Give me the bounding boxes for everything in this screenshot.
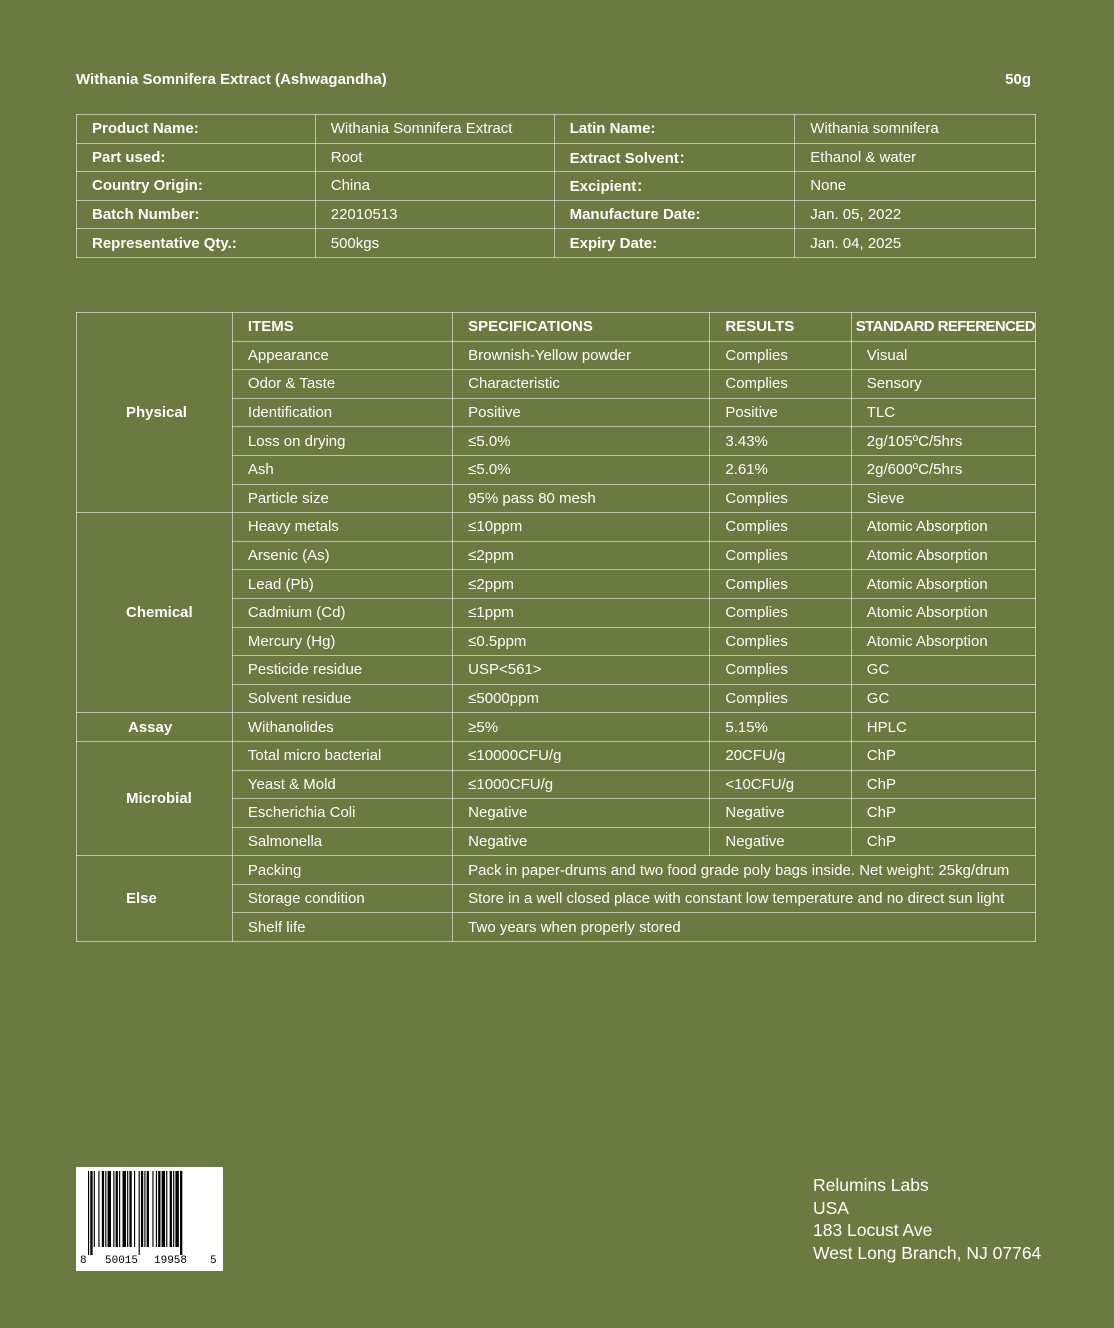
address-street: 183 Locust Ave bbox=[813, 1220, 933, 1240]
result-cell: Complies bbox=[710, 598, 851, 627]
barcode-bar bbox=[147, 1171, 149, 1247]
description-cell: Store in a well closed place with constant low temperature and no direct sun light bbox=[453, 884, 1036, 913]
header-items: ITEMS bbox=[232, 313, 452, 342]
barcode-bar bbox=[158, 1171, 160, 1247]
standard-cell: Atomic Absorption bbox=[851, 598, 1035, 627]
info-value: None bbox=[795, 172, 1036, 201]
spec-cell: ≤2ppm bbox=[453, 570, 710, 599]
item-cell: Lead (Pb) bbox=[232, 570, 452, 599]
barcode bbox=[76, 1167, 223, 1271]
info-value: Jan. 04, 2025 bbox=[795, 229, 1036, 258]
barcode-bar bbox=[170, 1171, 172, 1247]
barcode-bar bbox=[108, 1171, 111, 1247]
standard-cell: Atomic Absorption bbox=[851, 513, 1035, 542]
header-standard: STANDARD REFERENCED bbox=[851, 313, 1035, 342]
result-cell: Positive bbox=[710, 398, 851, 427]
spec-cell: ≤10000CFU/g bbox=[453, 741, 710, 770]
barcode-bar bbox=[180, 1171, 182, 1255]
info-value: 22010513 bbox=[315, 200, 554, 229]
barcode-bar bbox=[156, 1171, 157, 1247]
standard-cell: GC bbox=[851, 684, 1035, 713]
spec-cell: ≤5000ppm bbox=[453, 684, 710, 713]
result-cell: Complies bbox=[710, 656, 851, 685]
item-cell: Storage condition bbox=[232, 884, 452, 913]
info-label: Country Origin: bbox=[77, 172, 316, 201]
info-label: Expiry Date: bbox=[554, 229, 795, 258]
group-chemical: Chemical bbox=[77, 513, 233, 713]
description-cell: Pack in paper-drums and two food grade poly bags inside. Net weight: 25kg/drum bbox=[453, 856, 1036, 885]
result-cell: Complies bbox=[710, 341, 851, 370]
info-label: Latin Name: bbox=[554, 115, 795, 144]
item-cell: Salmonella bbox=[232, 827, 452, 856]
barcode-graphic bbox=[76, 1167, 223, 1271]
table-row bbox=[77, 856, 1036, 885]
spec-cell: Positive bbox=[453, 398, 710, 427]
item-cell: Appearance bbox=[232, 341, 452, 370]
barcode-bar bbox=[144, 1171, 145, 1247]
item-cell: Solvent residue bbox=[232, 684, 452, 713]
spec-cell: ≤1ppm bbox=[453, 598, 710, 627]
spec-cell: Negative bbox=[453, 799, 710, 828]
info-label: Extract Solvent： bbox=[554, 143, 795, 172]
item-cell: Ash bbox=[232, 455, 452, 484]
product-info-table bbox=[76, 114, 1036, 258]
spec-cell: ≤0.5ppm bbox=[453, 627, 710, 656]
result-cell: Complies bbox=[710, 484, 851, 513]
standard-cell: ChP bbox=[851, 770, 1035, 799]
standard-cell: GC bbox=[851, 656, 1035, 685]
barcode-bar bbox=[123, 1171, 126, 1247]
barcode-bar bbox=[113, 1171, 114, 1247]
barcode-digit: 50015 bbox=[105, 1255, 139, 1267]
group-physical: Physical bbox=[77, 313, 233, 513]
item-cell: Identification bbox=[232, 398, 452, 427]
result-cell: 3.43% bbox=[710, 427, 851, 456]
spec-cell: 95% pass 80 mesh bbox=[453, 484, 710, 513]
barcode-digit: 19958 bbox=[154, 1255, 188, 1267]
item-cell: Mercury (Hg) bbox=[232, 627, 452, 656]
standard-cell: Atomic Absorption bbox=[851, 541, 1035, 570]
barcode-bar bbox=[141, 1171, 143, 1247]
spec-cell: Brownish-Yellow powder bbox=[453, 341, 710, 370]
barcode-bar bbox=[98, 1171, 99, 1247]
spec-cell: ≤10ppm bbox=[453, 513, 710, 542]
standard-cell: Visual bbox=[851, 341, 1035, 370]
info-value: Withania somnifera bbox=[795, 115, 1036, 144]
address-city: West Long Branch, NJ 07764 bbox=[813, 1242, 1042, 1263]
info-row bbox=[77, 172, 1036, 201]
info-label: Manufacture Date: bbox=[554, 200, 795, 229]
item-cell: Cadmium (Cd) bbox=[232, 598, 452, 627]
barcode-bar bbox=[129, 1171, 131, 1247]
spec-cell: USP<561> bbox=[453, 656, 710, 685]
result-cell: Negative bbox=[710, 799, 851, 828]
result-cell: Complies bbox=[710, 684, 851, 713]
spec-cell: Negative bbox=[453, 827, 710, 856]
item-cell: Particle size bbox=[232, 484, 452, 513]
spec-cell: ≤1000CFU/g bbox=[453, 770, 710, 799]
spec-cell: Characteristic bbox=[453, 370, 710, 399]
barcode-bar bbox=[127, 1171, 128, 1247]
spec-cell: ≤2ppm bbox=[453, 541, 710, 570]
barcode-bar bbox=[152, 1171, 153, 1247]
barcode-bar bbox=[175, 1171, 178, 1247]
item-cell: Pesticide residue bbox=[232, 656, 452, 685]
standard-cell: ChP bbox=[851, 799, 1035, 828]
standard-cell: Atomic Absorption bbox=[851, 570, 1035, 599]
standard-cell: Sieve bbox=[851, 484, 1035, 513]
item-cell: Arsenic (As) bbox=[232, 541, 452, 570]
barcode-bar bbox=[173, 1171, 174, 1247]
product-title: Withania Somnifera Extract (Ashwagandha) bbox=[76, 71, 387, 88]
info-value: 500kgs bbox=[315, 229, 554, 258]
barcode-bar bbox=[105, 1171, 106, 1247]
item-cell: Escherichia Coli bbox=[232, 799, 452, 828]
item-cell: Yeast & Mold bbox=[232, 770, 452, 799]
barcode-digit: 5 bbox=[210, 1255, 217, 1267]
standard-cell: ChP bbox=[851, 827, 1035, 856]
result-cell: 5.15% bbox=[710, 713, 851, 742]
header-specifications: SPECIFICATIONS bbox=[453, 313, 710, 342]
header-results: RESULTS bbox=[710, 313, 851, 342]
barcode-bar bbox=[162, 1171, 165, 1247]
item-cell: Withanolides bbox=[232, 713, 452, 742]
address-country: USA bbox=[813, 1197, 849, 1218]
standard-cell: 2g/105ºC/5hrs bbox=[851, 427, 1035, 456]
info-value: Jan. 05, 2022 bbox=[795, 200, 1036, 229]
specifications-table bbox=[76, 312, 1036, 942]
item-cell: Loss on drying bbox=[232, 427, 452, 456]
barcode-bar bbox=[88, 1171, 89, 1255]
item-cell: Shelf life bbox=[232, 913, 452, 942]
result-cell: Negative bbox=[710, 827, 851, 856]
barcode-bar bbox=[139, 1171, 140, 1255]
info-row bbox=[77, 143, 1036, 172]
table-row bbox=[77, 713, 1036, 742]
item-cell: Odor & Taste bbox=[232, 370, 452, 399]
group-assay: Assay bbox=[77, 713, 233, 742]
barcode-digit: 8 bbox=[80, 1255, 87, 1267]
info-label: Representative Qty.: bbox=[77, 229, 316, 258]
description-cell: Two years when properly stored bbox=[453, 913, 1036, 942]
spec-cell: ≤5.0% bbox=[453, 455, 710, 484]
spec-cell: ≤5.0% bbox=[453, 427, 710, 456]
info-row bbox=[77, 115, 1036, 144]
group-microbial: Microbial bbox=[77, 741, 233, 855]
info-row bbox=[77, 200, 1036, 229]
barcode-bar bbox=[119, 1171, 120, 1247]
item-cell: Heavy metals bbox=[232, 513, 452, 542]
result-cell: Complies bbox=[710, 513, 851, 542]
table-row bbox=[77, 513, 1036, 542]
result-cell: <10CFU/g bbox=[710, 770, 851, 799]
barcode-bar bbox=[116, 1171, 118, 1247]
info-value: Withania Somnifera Extract bbox=[315, 115, 554, 144]
result-cell: Complies bbox=[710, 627, 851, 656]
result-cell: Complies bbox=[710, 370, 851, 399]
standard-cell: Sensory bbox=[851, 370, 1035, 399]
manufacturer-address bbox=[813, 1174, 1041, 1264]
standard-cell: HPLC bbox=[851, 713, 1035, 742]
standard-cell: ChP bbox=[851, 741, 1035, 770]
table-row bbox=[77, 741, 1036, 770]
info-value: Root bbox=[315, 143, 554, 172]
barcode-bar bbox=[90, 1171, 92, 1255]
info-value: China bbox=[315, 172, 554, 201]
info-label: Batch Number: bbox=[77, 200, 316, 229]
result-cell: 20CFU/g bbox=[710, 741, 851, 770]
net-weight: 50g bbox=[1005, 71, 1031, 88]
info-row bbox=[77, 229, 1036, 258]
item-cell: Packing bbox=[232, 856, 452, 885]
result-cell: Complies bbox=[710, 570, 851, 599]
barcode-bar bbox=[102, 1171, 104, 1247]
spec-cell: ≥5% bbox=[453, 713, 710, 742]
table-header-row bbox=[77, 313, 1036, 342]
group-else: Else bbox=[77, 856, 233, 942]
info-label: Part used: bbox=[77, 143, 316, 172]
info-label: Product Name: bbox=[77, 115, 316, 144]
item-cell: Total micro bacterial bbox=[232, 741, 452, 770]
barcode-bar bbox=[134, 1171, 135, 1247]
info-label: Excipient： bbox=[554, 172, 795, 201]
result-cell: 2.61% bbox=[710, 455, 851, 484]
standard-cell: Atomic Absorption bbox=[851, 627, 1035, 656]
info-value: Ethanol & water bbox=[795, 143, 1036, 172]
standard-cell: 2g/600ºC/5hrs bbox=[851, 455, 1035, 484]
barcode-bar bbox=[94, 1171, 95, 1247]
barcode-bar bbox=[166, 1171, 167, 1247]
result-cell: Complies bbox=[710, 541, 851, 570]
company-name: Relumins Labs bbox=[813, 1175, 929, 1195]
standard-cell: TLC bbox=[851, 398, 1035, 427]
